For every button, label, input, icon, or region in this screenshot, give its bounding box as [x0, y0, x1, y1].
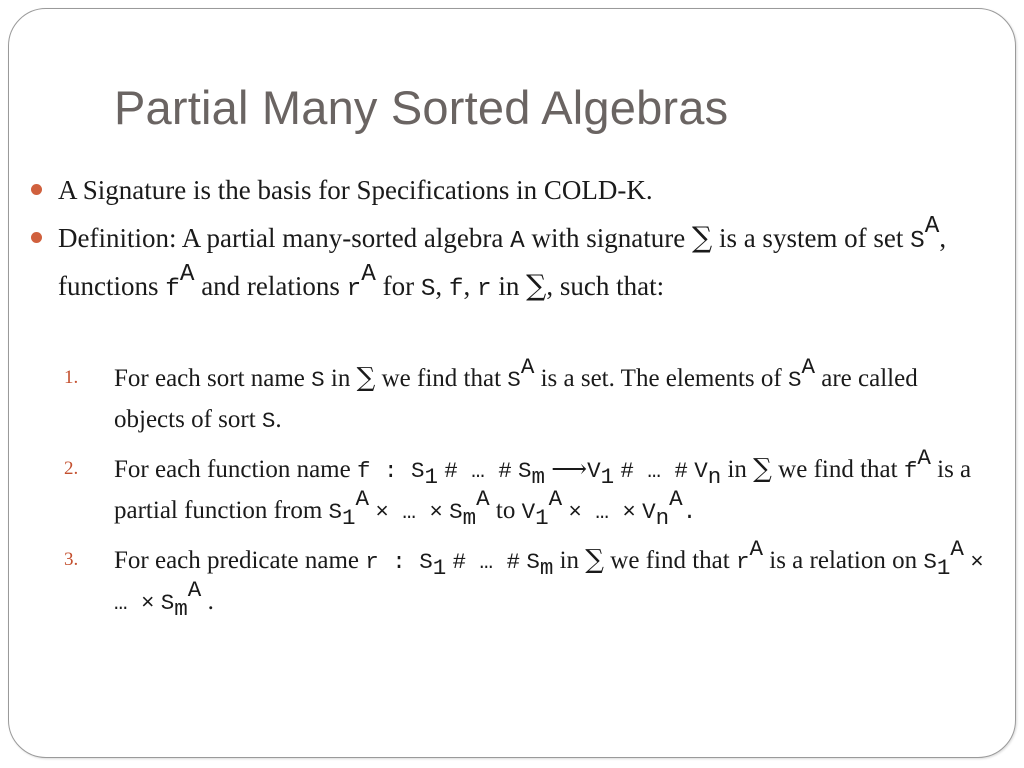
bullet-list	[58, 168, 998, 312]
bullet-definition: Definition: A partial many-sorted algebra A with signature ∑ is a system of set $S^A$, functions $f^A$ and relations $r^A$ for S, f, r in ∑, such that:	[58, 216, 998, 312]
bullet-text: A Signature is the basis for Specifications in COLD-K.	[58, 175, 653, 205]
slide-title: Partial Many Sorted Algebras	[114, 81, 729, 134]
list-item-function: 2. For each function name f : $S_1$ # … # $S_m$ $⟶V_1$ # … # $V_n$ in ∑ we find that $f^A$ is a partial function from $S_1^A$ × … × $S_m^A$ to $V_1^A$ × … × $V_n^A$.	[64, 444, 972, 531]
sigma-symbol: ∑	[526, 269, 547, 302]
list-number: 3.	[64, 549, 79, 570]
bullet-dot-icon	[31, 184, 42, 195]
bullet-signature	[58, 168, 998, 212]
bullet-dot-icon	[31, 232, 42, 243]
sigma-symbol: ∑	[753, 454, 772, 484]
list-number: 1.	[64, 367, 79, 388]
sigma-symbol: ∑	[356, 363, 376, 393]
list-item-sort: 1. For each sort name S in ∑ we find that $S^A$ is a set. The elements of $S^A$ are called objects of sort S.	[64, 353, 918, 434]
arrow-symbol: ⟶	[551, 456, 588, 483]
sigma-symbol: ∑	[585, 545, 605, 575]
list-item-predicate: 3. For each predicate name r : $S_1$ # … # $S_m$ in ∑ we find that $r^A$ is a relation on $S_1^A$ × … × $S_m^A$ .	[64, 535, 984, 622]
sigma-symbol: ∑	[691, 221, 713, 254]
list-number: 2.	[64, 458, 79, 479]
numbered-list	[64, 353, 986, 631]
